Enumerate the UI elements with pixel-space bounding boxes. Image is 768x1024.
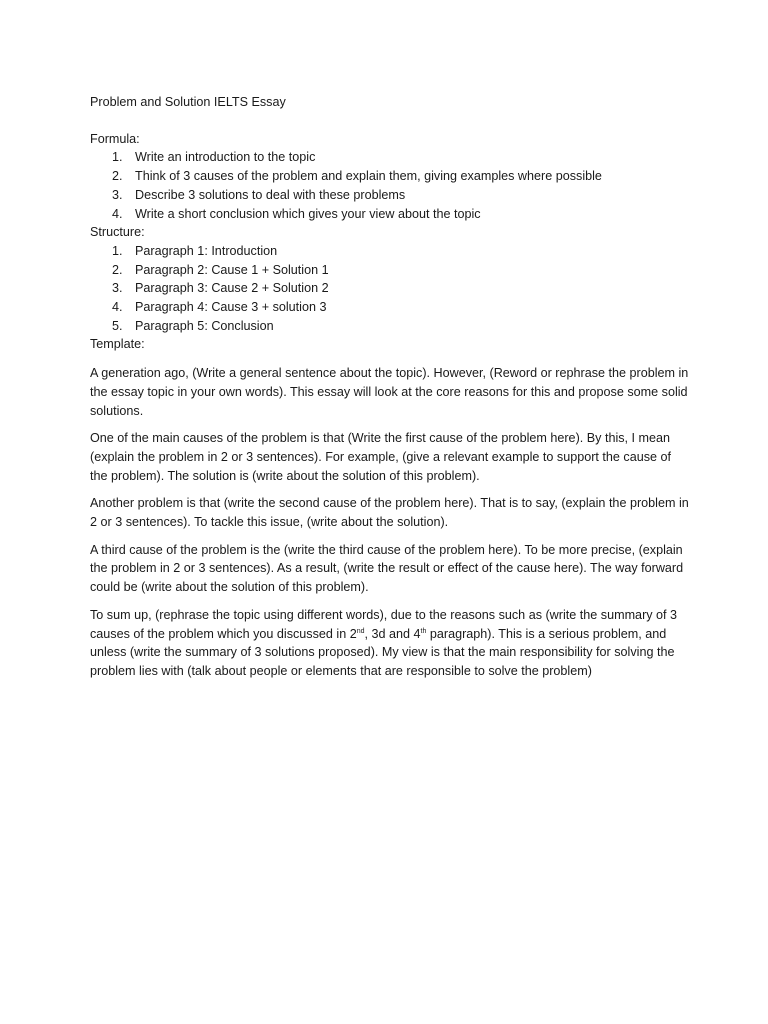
list-item — [90, 317, 690, 336]
list-number: 1. — [112, 243, 123, 258]
list-number: 4. — [112, 206, 123, 221]
paragraph-text: To sum up, (rephrase the topic using different words), due to the reasons such as (write the summary of 3 causes of the problem which you discussed in 2 — [90, 607, 678, 641]
list-number: 5. — [112, 318, 123, 333]
list-number: 2. — [112, 262, 123, 277]
list-item — [90, 242, 690, 261]
document-page — [90, 93, 690, 690]
list-number: 3. — [112, 187, 123, 202]
list-item — [90, 298, 690, 317]
list-number: 2. — [112, 169, 123, 184]
list-item — [90, 148, 690, 167]
template-paragraph-4: A third cause of the problem is the (write the third cause of the problem here). To be more precise, (explain the problem in 2 or 3 sentences). As a result, (write the result or effect of the cause here). The way forward could be (write about the solution of this problem). — [90, 542, 684, 595]
paragraph-text: , 3d and 4 — [364, 626, 421, 641]
list-text: Paragraph 1: Introduction — [135, 243, 278, 258]
template-paragraph-2: One of the main causes of the problem is that (Write the first cause of the problem here). By this, I mean (explain the problem in 2 or 3 sentences). For example, (give a relevant example to support the cause of the problem). The solution is (write about the solution of this problem). — [90, 431, 672, 483]
list-item — [90, 186, 690, 205]
list-item — [90, 205, 690, 224]
ordinal-suffix: th — [420, 627, 427, 635]
ordinal-suffix: nd — [356, 627, 365, 635]
list-item — [90, 261, 690, 280]
list-text: Write a short conclusion which gives your view about the topic — [135, 206, 481, 221]
template-paragraph-1: A generation ago, (Write a general sentence about the topic). However, (Reword or rephrase the problem in the essay topic in your own words). This essay will look at the core reasons for this and propose some solid solutions. — [90, 366, 689, 418]
template-heading: Template: — [90, 337, 145, 352]
list-text: Think of 3 causes of the problem and explain them, giving examples where possible — [135, 169, 602, 184]
list-number: 1. — [112, 150, 123, 165]
list-text: Paragraph 3: Cause 2 + Solution 2 — [135, 281, 329, 296]
template-paragraph-3: Another problem is that (write the second cause of the problem here). That is to say, (explain the problem in 2 or 3 sentences). To tackle this issue, (write about the solution). — [90, 496, 689, 530]
list-text: Paragraph 5: Conclusion — [135, 318, 274, 333]
list-text: Write an introduction to the topic — [135, 150, 316, 165]
list-text: Describe 3 solutions to deal with these problems — [135, 187, 406, 202]
list-item — [90, 279, 690, 298]
structure-list — [90, 242, 690, 336]
document-title: Problem and Solution IELTS Essay — [90, 95, 286, 109]
formula-heading: Formula: — [90, 131, 140, 146]
list-text: Paragraph 4: Cause 3 + solution 3 — [135, 300, 327, 315]
formula-list — [90, 148, 690, 223]
list-item — [90, 167, 690, 186]
list-text: Paragraph 2: Cause 1 + Solution 1 — [135, 262, 329, 277]
structure-heading: Structure: — [90, 225, 145, 240]
list-number: 4. — [112, 300, 123, 315]
template-paragraph-5 — [90, 606, 690, 681]
list-number: 3. — [112, 281, 123, 296]
paragraph-text: paragraph). This is a serious problem, and unless (write the summary of 3 solutions proposed). My view is that the main responsibility for solving the problem lies with (talk about people or elements that are responsible to solve the problem) — [90, 626, 675, 678]
